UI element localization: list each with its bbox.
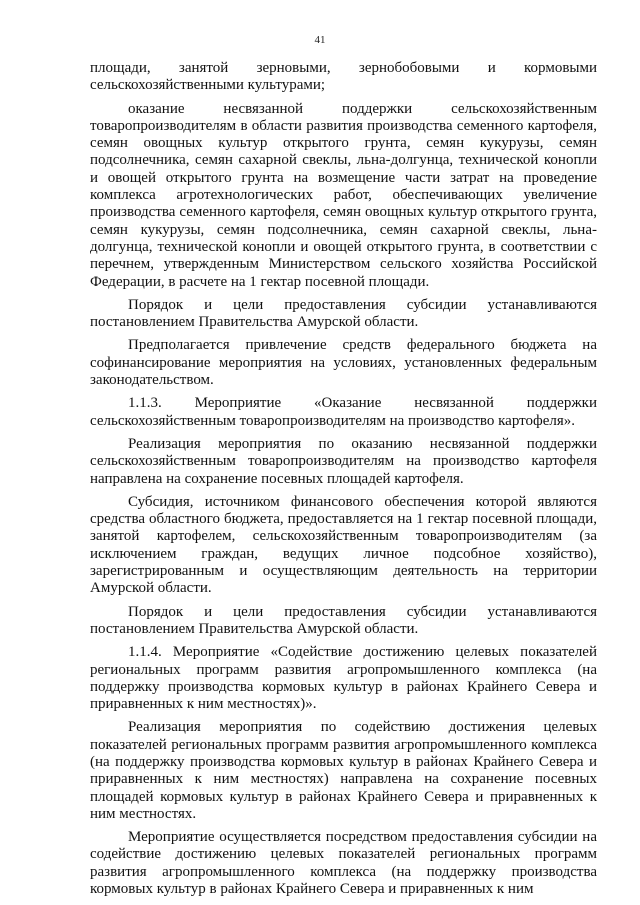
page-number: 41 [314,34,326,46]
body-text [90,60,597,904]
paragraph-8: Порядок и цели предоставления субсидии устанавливаются постановлением Правительства Амурской области. [90,603,597,637]
paragraph-6: Реализация мероприятия по оказанию несвязанной поддержки сельскохозяйственным товаропроизводителям на производство картофеля направлена на сохранение посевных площадей картофеля. [90,435,597,487]
paragraph-4: Предполагается привлечение средств федерального бюджета на софинансирование мероприятия на условиях, установленных федеральным законодательством. [90,337,597,389]
paragraph-1: площади, занятой зерновыми, зернобобовыми и кормовыми сельскохозяйственными культурами; [90,60,597,94]
paragraph-2: оказание несвязанной поддержки сельскохозяйственным товаропроизводителям в области развития производства семенного картофеля, семян овощных культур открытого грунта, семян кукурузы, семян подсолнечника, семян сахарной свеклы, льна-долгунца, технической конопли и овощей открытого грунта на возмещение части затрат на проведение комплекса агротехнологических работ, обеспечивающих увеличение производства семенного картофеля, семян овощных культур открытого грунта, семян кукурузы, семян подсолнечника, семян сахарной свеклы, льна-долгунца, технической конопли и овощей открытого грунта, в соответствии с перечнем, утвержденным Министерством сельского хозяйства Российской Федерации, в расчете на 1 гектар посевной площади. [90,100,597,290]
paragraph-7: Субсидия, источником финансового обеспечения которой являются средства областного бюджета, предоставляется на 1 гектар посевной площади, занятой картофелем, сельскохозяйственным товаропроизводителям (за исключением граждан, ведущих личное подсобное хозяйство), зарегистрированным и осуществляющим деятельность на территории Амурской области. [90,493,597,597]
paragraph-10: Реализация мероприятия по содействию достижения целевых показателей региональных программ развития агропромышленного комплекса (на поддержку производства кормовых культур в районах Крайнего Севера и приравненных к ним местностях) направлена на сохранение посевных площадей кормовых культур в районах Крайнего Севера и приравненных к ним местностях. [90,719,597,822]
paragraph-3: Порядок и цели предоставления субсидии устанавливаются постановлением Правительства Амурской области. [90,296,597,331]
paragraph-11: Мероприятие осуществляется посредством предоставления субсидии на содействие достижению целевых показателей региональных программ развития агропромышленного комплекса (на поддержку производства кормовых культур в районах Крайнего Севера и приравненных к ним [90,829,597,898]
paragraph-9: 1.1.4. Мероприятие «Содействие достижению целевых показателей региональных программ развития агропромышленного комплекса (на поддержку производства кормовых культур в районах Крайнего Севера и приравненных к ним местностях)». [90,644,597,713]
paragraph-5: 1.1.3. Мероприятие «Оказание несвязанной поддержки сельскохозяйственным товаропроизводителям на производство картофеля». [90,395,597,429]
